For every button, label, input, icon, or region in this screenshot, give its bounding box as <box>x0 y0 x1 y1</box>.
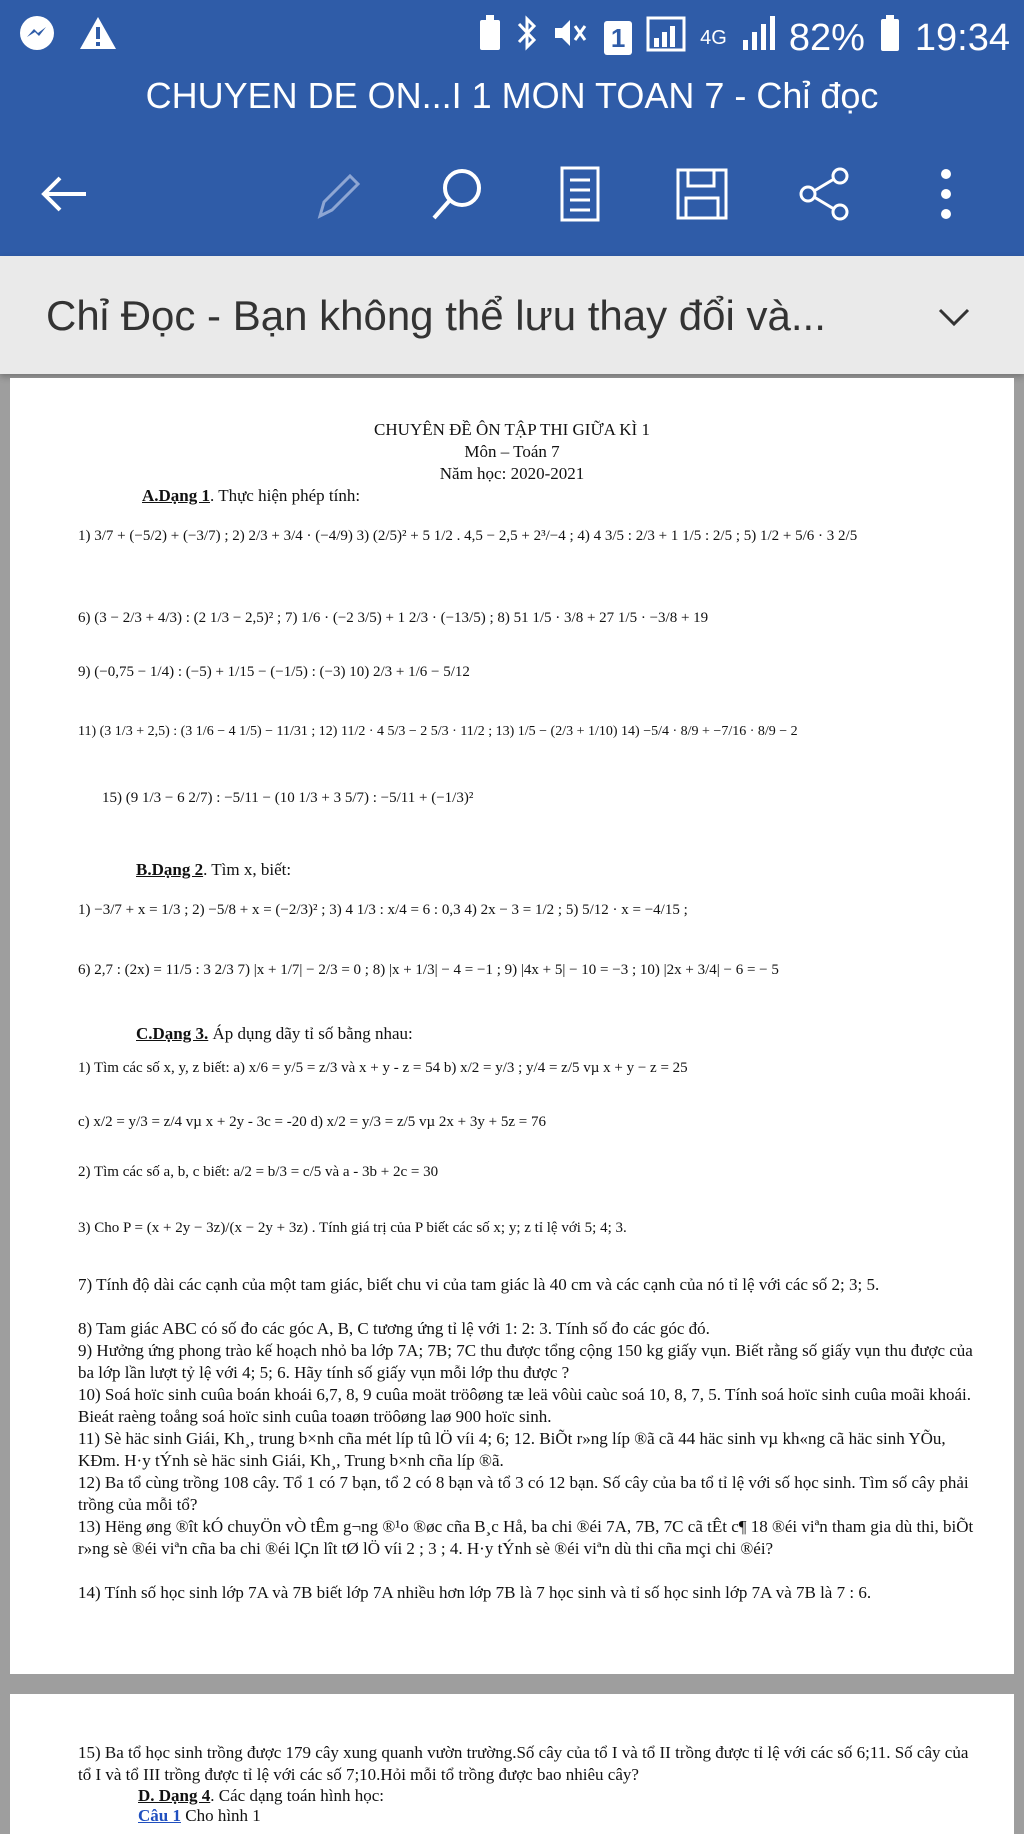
section-a-label: A.Dạng 1 <box>142 486 211 505</box>
app-header <box>0 0 1024 256</box>
expand-banner-button[interactable] <box>934 296 974 341</box>
question-1-label: Câu 1 <box>138 1806 181 1825</box>
section-d-heading <box>138 1786 384 1806</box>
edit-button[interactable] <box>306 162 370 226</box>
arrow-left-icon <box>36 166 92 222</box>
section-b-label: B.Dạng 2 <box>136 860 204 879</box>
document-page-1[interactable] <box>10 378 1014 1674</box>
document-page-2[interactable] <box>10 1694 1014 1834</box>
exercise-line: 1) 3/7 + (−5/2) + (−3/7) ; 2) 2/3 + 3/4 · (−4/9) 3) (2/5)² + 5 1/2 . 4,5 − 2,5 + 2³/−4 ; 4) 4 3/5 : 2/3 + 1 1/5 : 2/5 ; 5) 1/2 + 5/6 · 3 2/5 <box>78 528 858 544</box>
reading-view-button[interactable] <box>548 162 612 226</box>
pencil-icon <box>310 166 366 222</box>
exercise-line: 2) Tìm các số a, b, c biết: a/2 = b/3 = c/5 và a - 3b + 2c = 30 <box>78 1164 439 1180</box>
word-problem: 12) Ba tổ cùng trồng 108 cây. Tổ 1 có 7 bạn, tổ 2 có 8 bạn và tổ 3 có 12 bạn. Số cây của ba tổ tỉ lệ với số học sinh. Tìm số cây phải trồng của mỗi tổ? <box>78 1473 969 1514</box>
exercise-line: 3) Cho P = (x + 2y − 3z)/(x − 2y + 3z) . Tính giá trị của P biết các số x; y; z tỉ lệ với 5; 4; 3. <box>78 1220 627 1236</box>
doc-subject: Môn – Toán 7 <box>464 442 560 461</box>
section-b-text: . Tìm x, biết: <box>203 860 292 879</box>
section-c-label: C.Dạng 3. <box>136 1024 209 1043</box>
exercise-line: 1) Tìm các số x, y, z biết: a) x/6 = y/5 = z/3 và x + y - z = 54 b) x/2 = y/3 ; y/4 = z/5 vµ x + y − z = 25 <box>78 1060 688 1076</box>
network-type: 4G <box>700 27 727 49</box>
signal-icon <box>646 14 686 62</box>
document-view-icon <box>556 164 604 224</box>
back-button[interactable] <box>32 162 96 226</box>
word-problem: 9) Hưởng ứng phong trào kế hoạch nhỏ ba lớp 7A; 7B; 7C thu được tổng cộng 150 kg giấy vụn. Biết rằng số giấy vụn thu được của ba lớp lần lượt tỷ lệ với 4; 5; 6. Hãy tính số giấy vụn mỗi lớp thu được ? <box>78 1341 973 1382</box>
battery-saver-icon <box>478 14 502 62</box>
word-problem: 8) Tam giác ABC có số đo các góc A, B, C tương ứng tỉ lệ với 1: 2: 3. Tính số đo các góc đó. <box>78 1319 710 1338</box>
search-icon <box>428 164 488 224</box>
clock: 19:34 <box>914 17 1010 59</box>
save-button[interactable] <box>670 162 734 226</box>
section-a-text: . Thực hiện phép tính: <box>210 486 361 505</box>
kebab-menu-icon <box>936 166 956 222</box>
battery-icon <box>879 14 901 62</box>
bluetooth-icon <box>516 14 538 62</box>
more-options-button[interactable] <box>914 162 978 226</box>
share-icon <box>796 166 852 222</box>
exercise-line: 1) −3/7 + x = 1/3 ; 2) −5/8 + x = (−2/3)² ; 3) 4 1/3 : x/4 = 6 : 0,3 4) 2x − 3 = 1/2 ; 5) 5/12 · x = −4/15 ; <box>78 902 688 918</box>
exercise-line: 6) (3 − 2/3 + 4/3) : (2 1/3 − 2,5)² ; 7) 1/6 · (−2 3/5) + 1 2/3 · (−13/5) ; 8) 51 1/5 · 3/8 + 27 1/5 · −3/8 + 19 <box>78 610 709 626</box>
word-problem: 10) Soá hoïc sinh cuûa boán khoái 6,7, 8, 9 cuûa moät tröôøng tæ leä vôùi caùc soá 10, 8, 7, 5. Tính soá hoïc sinh cuûa moãi khoái. Bieát raèng toång soá hoïc sinh cuûa toaøn tröôøng laø 900 hoïc sinh. <box>78 1385 971 1426</box>
word-problem: 13) Hëng øng ®ît kÓ chuyÖn vÒ tÊm g¬ng ®¹o ®øc cña B¸c Hå, ba chi ®éi 7A, 7B, 7C cã tÊt c¶ 18 ®éi viªn tham gia dù thi, biÕt r»ng sè ®éi viªn cña ba chi ®éi lÇn lît tØ lÖ víi 2 ; 3 ; 4. H·y tÝnh sè ®éi viªn dù thi cña mçi chi ®éi? <box>78 1517 974 1558</box>
question-1 <box>138 1806 261 1826</box>
exercise-line: 11) (3 1/3 + 2,5) : (3 1/6 − 4 1/5) − 11/31 ; 12) 11/2 · 4 5/3 − 2 5/3 · 11/2 ; 13) 1/5 − (2/3 + 1/10) 14) −5/4 · 8/9 + −7/16 · 8/9 − 2 <box>78 724 798 739</box>
floppy-disk-icon <box>674 166 730 222</box>
section-a-heading <box>142 486 360 506</box>
word-problem: 15) Ba tổ học sinh trồng được 179 cây xung quanh vườn trường.Số cây của tổ I và tổ II trồng được tỉ lệ với các số 6;11. Số cây của tổ I và tổ III trồng được tỉ lệ với các số 7;10.Hỏi mỗi tổ trồng được bao nhiêu cây? <box>78 1743 969 1784</box>
exercise-line: c) x/2 = y/3 = z/4 vµ x + 2y - 3c = -20 d) x/2 = y/3 = z/5 vµ 2x + 3y + 5z = 76 <box>78 1114 546 1130</box>
mute-icon <box>552 14 590 62</box>
question-1-text: Cho hình 1 <box>180 1806 261 1825</box>
warning-icon <box>78 15 118 56</box>
sim-icon: 1 <box>604 21 632 55</box>
chevron-down-icon <box>934 296 974 336</box>
word-problem: 14) Tính số học sinh lớp 7A và 7B biết lớp 7A nhiều hơn lớp 7B là 7 học sinh và tỉ số học sinh lớp 7A và 7B là 7 : 6. <box>78 1583 872 1602</box>
word-problem: 11) Sè häc sinh Giái, Kh¸, trung b×nh cña mét líp tû lÖ víi 4; 6; 12. BiÕt r»ng líp ®ã cã 44 häc sinh vµ kh«ng cã häc sinh YÕu, KÐm. H·y tÝnh sè häc sinh Giái, Kh¸, Trung b×nh cña líp ®ã. <box>78 1429 946 1470</box>
section-d-label: D. Dạng 4 <box>138 1786 211 1805</box>
word-problem: 7) Tính độ dài các cạnh của một tam giác, biết chu vi của tam giác là 40 cm và các cạnh của nó tỉ lệ với các số 2; 3; 5. <box>78 1275 880 1294</box>
battery-percent: 82% <box>788 17 865 59</box>
search-button[interactable] <box>426 162 490 226</box>
signal-strength-icon <box>741 14 775 62</box>
section-c-heading <box>136 1024 413 1044</box>
doc-year: Năm học: 2020-2021 <box>439 464 585 483</box>
read-only-banner-text: Chỉ Đọc - Bạn không thể lưu thay đổi và... <box>46 292 826 339</box>
status-bar <box>0 0 1024 74</box>
messenger-icon <box>18 14 56 57</box>
doc-heading: CHUYÊN ĐỀ ÔN TẬP THI GIỮA KÌ 1 <box>374 420 650 439</box>
section-c-text: Áp dụng dãy tỉ số bằng nhau: <box>208 1024 413 1043</box>
read-only-banner[interactable] <box>0 256 1024 374</box>
section-b-heading <box>136 860 291 880</box>
exercise-line: 9) (−0,75 − 1/4) : (−5) + 1/15 − (−1/5) : (−3) 10) 2/3 + 1/6 − 5/12 <box>78 664 470 680</box>
toolbar <box>0 148 1024 240</box>
exercise-line: 6) 2,7 : (2x) = 11/5 : 3 2/3 7) |x + 1/7| − 2/3 = 0 ; 8) |x + 1/3| − 4 = −1 ; 9) |4x + 5| − 10 = −3 ; 10) |2x + 3/4| − 6 = − 5 <box>78 962 779 978</box>
document-title: CHUYEN DE ON...I 1 MON TOAN 7 - Chỉ đọc <box>145 75 879 116</box>
section-d-text: . Các dạng toán hình học: <box>210 1786 385 1805</box>
share-button[interactable] <box>792 162 856 226</box>
exercise-line: 15) (9 1/3 − 6 2/7) : −5/11 − (10 1/3 + 3 5/7) : −5/11 + (−1/3)² <box>102 790 474 806</box>
